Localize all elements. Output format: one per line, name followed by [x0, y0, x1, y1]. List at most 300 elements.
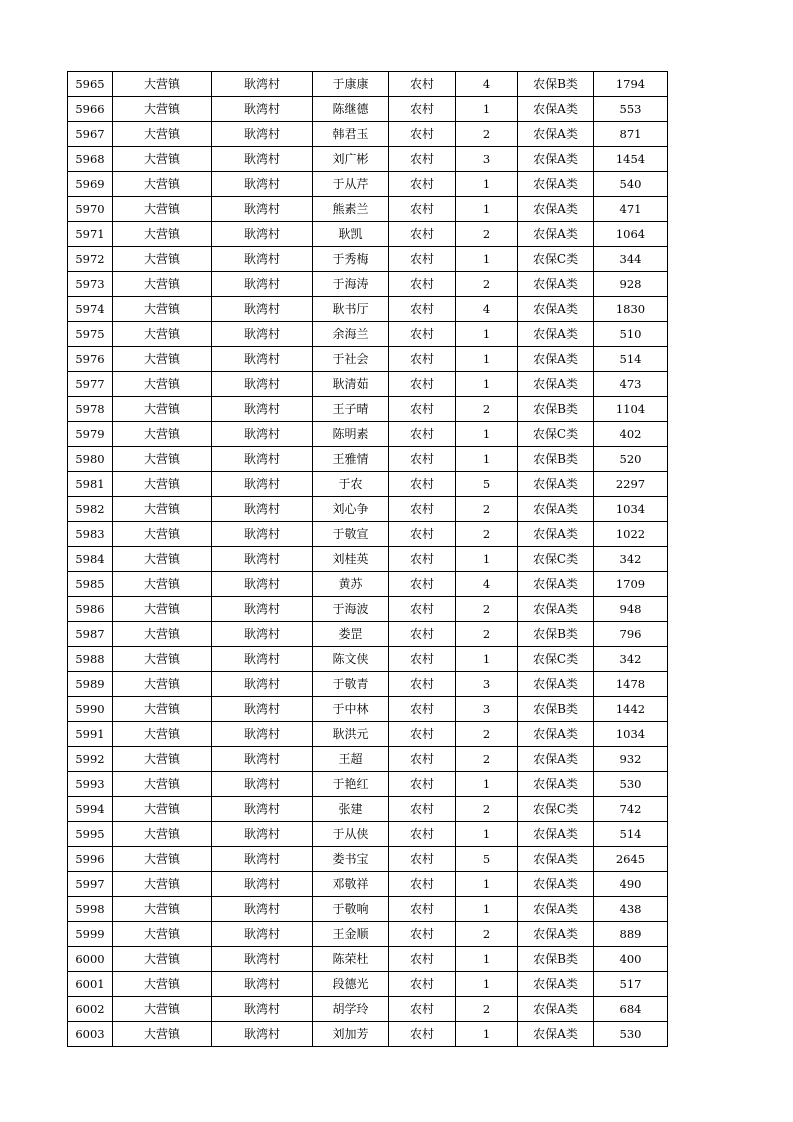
name-cell: 陈继德	[313, 97, 389, 122]
person-count-cell: 2	[456, 997, 518, 1022]
amount-cell: 490	[594, 872, 668, 897]
village-cell: 耿湾村	[212, 1022, 313, 1047]
village-cell: 耿湾村	[212, 472, 313, 497]
village-cell: 耿湾村	[212, 872, 313, 897]
town-cell: 大营镇	[113, 747, 212, 772]
household-type-cell: 农村	[389, 622, 456, 647]
roster-body	[68, 72, 668, 1047]
town-cell: 大营镇	[113, 322, 212, 347]
household-type-cell: 农村	[389, 372, 456, 397]
town-cell: 大营镇	[113, 247, 212, 272]
amount-cell: 514	[594, 822, 668, 847]
row-number-cell: 5990	[68, 697, 113, 722]
table-row	[68, 622, 668, 647]
amount-cell: 517	[594, 972, 668, 997]
village-cell: 耿湾村	[212, 372, 313, 397]
row-number-cell: 5977	[68, 372, 113, 397]
amount-cell: 684	[594, 997, 668, 1022]
amount-cell: 796	[594, 622, 668, 647]
table-row	[68, 222, 668, 247]
name-cell: 陈荣杜	[313, 947, 389, 972]
name-cell: 刘桂英	[313, 547, 389, 572]
table-row	[68, 122, 668, 147]
insurance-category-cell: 农保A类	[518, 122, 594, 147]
amount-cell: 342	[594, 647, 668, 672]
amount-cell: 948	[594, 597, 668, 622]
household-type-cell: 农村	[389, 822, 456, 847]
table-row	[68, 872, 668, 897]
insurance-category-cell: 农保C类	[518, 797, 594, 822]
household-type-cell: 农村	[389, 797, 456, 822]
household-type-cell: 农村	[389, 222, 456, 247]
row-number-cell: 5994	[68, 797, 113, 822]
amount-cell: 520	[594, 447, 668, 472]
village-cell: 耿湾村	[212, 847, 313, 872]
village-cell: 耿湾村	[212, 147, 313, 172]
row-number-cell: 5999	[68, 922, 113, 947]
row-number-cell: 5985	[68, 572, 113, 597]
person-count-cell: 3	[456, 697, 518, 722]
name-cell: 邓敬祥	[313, 872, 389, 897]
town-cell: 大营镇	[113, 472, 212, 497]
town-cell: 大营镇	[113, 197, 212, 222]
row-number-cell: 5970	[68, 197, 113, 222]
name-cell: 于艳红	[313, 772, 389, 797]
row-number-cell: 5965	[68, 72, 113, 97]
person-count-cell: 2	[456, 597, 518, 622]
table-row	[68, 272, 668, 297]
household-type-cell: 农村	[389, 172, 456, 197]
name-cell: 张建	[313, 797, 389, 822]
insurance-category-cell: 农保A类	[518, 472, 594, 497]
insurance-category-cell: 农保A类	[518, 197, 594, 222]
table-row	[68, 997, 668, 1022]
table-row	[68, 772, 668, 797]
amount-cell: 1104	[594, 397, 668, 422]
town-cell: 大营镇	[113, 897, 212, 922]
insurance-category-cell: 农保A类	[518, 272, 594, 297]
household-type-cell: 农村	[389, 497, 456, 522]
village-cell: 耿湾村	[212, 772, 313, 797]
table-row	[68, 647, 668, 672]
amount-cell: 342	[594, 547, 668, 572]
table-row	[68, 822, 668, 847]
person-count-cell: 5	[456, 847, 518, 872]
village-cell: 耿湾村	[212, 547, 313, 572]
person-count-cell: 1	[456, 772, 518, 797]
town-cell: 大营镇	[113, 447, 212, 472]
name-cell: 于农	[313, 472, 389, 497]
person-count-cell: 1	[456, 972, 518, 997]
table-row	[68, 197, 668, 222]
person-count-cell: 3	[456, 147, 518, 172]
row-number-cell: 5968	[68, 147, 113, 172]
village-cell: 耿湾村	[212, 647, 313, 672]
insurance-category-cell: 农保C类	[518, 247, 594, 272]
insurance-category-cell: 农保A类	[518, 172, 594, 197]
village-cell: 耿湾村	[212, 897, 313, 922]
village-cell: 耿湾村	[212, 947, 313, 972]
person-count-cell: 1	[456, 647, 518, 672]
table-row	[68, 672, 668, 697]
amount-cell: 1709	[594, 572, 668, 597]
name-cell: 王雅情	[313, 447, 389, 472]
village-cell: 耿湾村	[212, 997, 313, 1022]
household-type-cell: 农村	[389, 1022, 456, 1047]
insurance-category-cell: 农保A类	[518, 747, 594, 772]
insurance-category-cell: 农保B类	[518, 72, 594, 97]
town-cell: 大营镇	[113, 397, 212, 422]
name-cell: 于海涛	[313, 272, 389, 297]
amount-cell: 742	[594, 797, 668, 822]
village-cell: 耿湾村	[212, 622, 313, 647]
village-cell: 耿湾村	[212, 972, 313, 997]
person-count-cell: 1	[456, 322, 518, 347]
name-cell: 胡学玲	[313, 997, 389, 1022]
amount-cell: 2297	[594, 472, 668, 497]
person-count-cell: 4	[456, 572, 518, 597]
amount-cell: 530	[594, 772, 668, 797]
name-cell: 段德光	[313, 972, 389, 997]
household-type-cell: 农村	[389, 297, 456, 322]
insurance-category-cell: 农保C类	[518, 647, 594, 672]
town-cell: 大营镇	[113, 572, 212, 597]
town-cell: 大营镇	[113, 422, 212, 447]
name-cell: 王子晴	[313, 397, 389, 422]
household-type-cell: 农村	[389, 347, 456, 372]
household-type-cell: 农村	[389, 972, 456, 997]
row-number-cell: 5969	[68, 172, 113, 197]
household-type-cell: 农村	[389, 547, 456, 572]
person-count-cell: 1	[456, 372, 518, 397]
amount-cell: 1830	[594, 297, 668, 322]
household-type-cell: 农村	[389, 272, 456, 297]
household-type-cell: 农村	[389, 447, 456, 472]
row-number-cell: 5966	[68, 97, 113, 122]
household-type-cell: 农村	[389, 747, 456, 772]
row-number-cell: 5981	[68, 472, 113, 497]
insurance-category-cell: 农保A类	[518, 722, 594, 747]
household-type-cell: 农村	[389, 422, 456, 447]
person-count-cell: 2	[456, 722, 518, 747]
insurance-category-cell: 农保C类	[518, 422, 594, 447]
town-cell: 大营镇	[113, 347, 212, 372]
village-cell: 耿湾村	[212, 797, 313, 822]
town-cell: 大营镇	[113, 947, 212, 972]
town-cell: 大营镇	[113, 922, 212, 947]
amount-cell: 889	[594, 922, 668, 947]
amount-cell: 402	[594, 422, 668, 447]
insurance-category-cell: 农保A类	[518, 97, 594, 122]
village-cell: 耿湾村	[212, 722, 313, 747]
insurance-category-cell: 农保A类	[518, 572, 594, 597]
household-type-cell: 农村	[389, 97, 456, 122]
name-cell: 于敬宣	[313, 522, 389, 547]
village-cell: 耿湾村	[212, 597, 313, 622]
person-count-cell: 1	[456, 822, 518, 847]
insurance-category-cell: 农保A类	[518, 847, 594, 872]
village-cell: 耿湾村	[212, 747, 313, 772]
insurance-category-cell: 农保A类	[518, 347, 594, 372]
village-cell: 耿湾村	[212, 422, 313, 447]
person-count-cell: 3	[456, 672, 518, 697]
amount-cell: 514	[594, 347, 668, 372]
amount-cell: 400	[594, 947, 668, 972]
town-cell: 大营镇	[113, 622, 212, 647]
person-count-cell: 2	[456, 497, 518, 522]
household-type-cell: 农村	[389, 947, 456, 972]
name-cell: 耿洪元	[313, 722, 389, 747]
town-cell: 大营镇	[113, 122, 212, 147]
household-type-cell: 农村	[389, 597, 456, 622]
town-cell: 大营镇	[113, 297, 212, 322]
town-cell: 大营镇	[113, 772, 212, 797]
table-row	[68, 747, 668, 772]
table-row	[68, 722, 668, 747]
row-number-cell: 5980	[68, 447, 113, 472]
person-count-cell: 2	[456, 122, 518, 147]
row-number-cell: 5989	[68, 672, 113, 697]
village-cell: 耿湾村	[212, 72, 313, 97]
insurance-category-cell: 农保A类	[518, 672, 594, 697]
table-row	[68, 472, 668, 497]
amount-cell: 1454	[594, 147, 668, 172]
village-cell: 耿湾村	[212, 497, 313, 522]
household-type-cell: 农村	[389, 697, 456, 722]
household-type-cell: 农村	[389, 147, 456, 172]
table-row	[68, 972, 668, 997]
town-cell: 大营镇	[113, 72, 212, 97]
row-number-cell: 5991	[68, 722, 113, 747]
person-count-cell: 1	[456, 897, 518, 922]
amount-cell: 2645	[594, 847, 668, 872]
village-cell: 耿湾村	[212, 922, 313, 947]
amount-cell: 540	[594, 172, 668, 197]
table-row	[68, 847, 668, 872]
amount-cell: 1794	[594, 72, 668, 97]
row-number-cell: 5974	[68, 297, 113, 322]
insurance-category-cell: 农保A类	[518, 1022, 594, 1047]
name-cell: 于敬响	[313, 897, 389, 922]
household-type-cell: 农村	[389, 397, 456, 422]
village-cell: 耿湾村	[212, 297, 313, 322]
row-number-cell: 5993	[68, 772, 113, 797]
row-number-cell: 5995	[68, 822, 113, 847]
row-number-cell: 5982	[68, 497, 113, 522]
row-number-cell: 5971	[68, 222, 113, 247]
person-count-cell: 5	[456, 472, 518, 497]
name-cell: 王超	[313, 747, 389, 772]
insurance-category-cell: 农保A类	[518, 497, 594, 522]
table-row	[68, 322, 668, 347]
person-count-cell: 1	[456, 347, 518, 372]
name-cell: 于中林	[313, 697, 389, 722]
person-count-cell: 2	[456, 222, 518, 247]
table-row	[68, 797, 668, 822]
row-number-cell: 5984	[68, 547, 113, 572]
insurance-category-cell: 农保A类	[518, 997, 594, 1022]
table-row	[68, 522, 668, 547]
amount-cell: 928	[594, 272, 668, 297]
table-row	[68, 372, 668, 397]
village-cell: 耿湾村	[212, 172, 313, 197]
insurance-category-cell: 农保A类	[518, 222, 594, 247]
table-row	[68, 147, 668, 172]
row-number-cell: 5998	[68, 897, 113, 922]
town-cell: 大营镇	[113, 972, 212, 997]
household-type-cell: 农村	[389, 722, 456, 747]
town-cell: 大营镇	[113, 1022, 212, 1047]
name-cell: 刘加芳	[313, 1022, 389, 1047]
insurance-category-cell: 农保A类	[518, 147, 594, 172]
town-cell: 大营镇	[113, 372, 212, 397]
table-row	[68, 422, 668, 447]
village-cell: 耿湾村	[212, 197, 313, 222]
amount-cell: 510	[594, 322, 668, 347]
person-count-cell: 1	[456, 547, 518, 572]
insurance-category-cell: 农保A类	[518, 872, 594, 897]
person-count-cell: 2	[456, 272, 518, 297]
person-count-cell: 2	[456, 747, 518, 772]
insurance-category-cell: 农保A类	[518, 822, 594, 847]
insurance-category-cell: 农保A类	[518, 897, 594, 922]
town-cell: 大营镇	[113, 797, 212, 822]
row-number-cell: 5973	[68, 272, 113, 297]
amount-cell: 438	[594, 897, 668, 922]
name-cell: 刘广彬	[313, 147, 389, 172]
town-cell: 大营镇	[113, 97, 212, 122]
row-number-cell: 6002	[68, 997, 113, 1022]
household-type-cell: 农村	[389, 647, 456, 672]
town-cell: 大营镇	[113, 272, 212, 297]
table-row	[68, 97, 668, 122]
table-row	[68, 597, 668, 622]
row-number-cell: 5997	[68, 872, 113, 897]
table-row	[68, 447, 668, 472]
town-cell: 大营镇	[113, 172, 212, 197]
name-cell: 于从芹	[313, 172, 389, 197]
row-number-cell: 5987	[68, 622, 113, 647]
row-number-cell: 5978	[68, 397, 113, 422]
village-cell: 耿湾村	[212, 447, 313, 472]
amount-cell: 1022	[594, 522, 668, 547]
household-type-cell: 农村	[389, 847, 456, 872]
name-cell: 于社会	[313, 347, 389, 372]
person-count-cell: 2	[456, 622, 518, 647]
insurance-category-cell: 农保B类	[518, 622, 594, 647]
row-number-cell: 5996	[68, 847, 113, 872]
name-cell: 刘心争	[313, 497, 389, 522]
person-count-cell: 4	[456, 72, 518, 97]
table-row	[68, 547, 668, 572]
town-cell: 大营镇	[113, 997, 212, 1022]
town-cell: 大营镇	[113, 672, 212, 697]
name-cell: 陈明素	[313, 422, 389, 447]
row-number-cell: 6000	[68, 947, 113, 972]
name-cell: 韩君玉	[313, 122, 389, 147]
insurance-category-cell: 农保A类	[518, 922, 594, 947]
amount-cell: 473	[594, 372, 668, 397]
insurance-category-cell: 农保B类	[518, 447, 594, 472]
household-type-cell: 农村	[389, 122, 456, 147]
amount-cell: 471	[594, 197, 668, 222]
table-row	[68, 572, 668, 597]
insurance-category-cell: 农保A类	[518, 772, 594, 797]
person-count-cell: 1	[456, 1022, 518, 1047]
name-cell: 黄苏	[313, 572, 389, 597]
amount-cell: 871	[594, 122, 668, 147]
person-count-cell: 1	[456, 872, 518, 897]
town-cell: 大营镇	[113, 647, 212, 672]
village-cell: 耿湾村	[212, 222, 313, 247]
town-cell: 大营镇	[113, 222, 212, 247]
table-row	[68, 297, 668, 322]
town-cell: 大营镇	[113, 497, 212, 522]
name-cell: 于康康	[313, 72, 389, 97]
amount-cell: 1478	[594, 672, 668, 697]
amount-cell: 530	[594, 1022, 668, 1047]
table-row	[68, 172, 668, 197]
household-type-cell: 农村	[389, 72, 456, 97]
table-row	[68, 697, 668, 722]
name-cell: 陈文侠	[313, 647, 389, 672]
insurance-category-cell: 农保A类	[518, 597, 594, 622]
name-cell: 于从侠	[313, 822, 389, 847]
village-cell: 耿湾村	[212, 247, 313, 272]
person-count-cell: 2	[456, 397, 518, 422]
table-row	[68, 1022, 668, 1047]
village-cell: 耿湾村	[212, 322, 313, 347]
table-row	[68, 897, 668, 922]
name-cell: 于敬青	[313, 672, 389, 697]
table-row	[68, 72, 668, 97]
insurance-category-cell: 农保A类	[518, 972, 594, 997]
amount-cell: 344	[594, 247, 668, 272]
household-type-cell: 农村	[389, 322, 456, 347]
village-cell: 耿湾村	[212, 522, 313, 547]
household-type-cell: 农村	[389, 997, 456, 1022]
village-cell: 耿湾村	[212, 122, 313, 147]
village-cell: 耿湾村	[212, 397, 313, 422]
table-row	[68, 947, 668, 972]
person-count-cell: 1	[456, 97, 518, 122]
town-cell: 大营镇	[113, 597, 212, 622]
insurance-category-cell: 农保A类	[518, 522, 594, 547]
household-type-cell: 农村	[389, 197, 456, 222]
town-cell: 大营镇	[113, 147, 212, 172]
insurance-category-cell: 农保B类	[518, 397, 594, 422]
table-row	[68, 347, 668, 372]
insurance-category-cell: 农保B类	[518, 947, 594, 972]
amount-cell: 932	[594, 747, 668, 772]
town-cell: 大营镇	[113, 847, 212, 872]
amount-cell: 1034	[594, 722, 668, 747]
village-cell: 耿湾村	[212, 822, 313, 847]
name-cell: 余海兰	[313, 322, 389, 347]
town-cell: 大营镇	[113, 872, 212, 897]
row-number-cell: 5983	[68, 522, 113, 547]
household-type-cell: 农村	[389, 922, 456, 947]
household-type-cell: 农村	[389, 772, 456, 797]
village-cell: 耿湾村	[212, 697, 313, 722]
name-cell: 耿书厅	[313, 297, 389, 322]
household-type-cell: 农村	[389, 672, 456, 697]
insurance-category-cell: 农保A类	[518, 322, 594, 347]
person-count-cell: 1	[456, 422, 518, 447]
person-count-cell: 2	[456, 522, 518, 547]
household-type-cell: 农村	[389, 472, 456, 497]
village-cell: 耿湾村	[212, 97, 313, 122]
